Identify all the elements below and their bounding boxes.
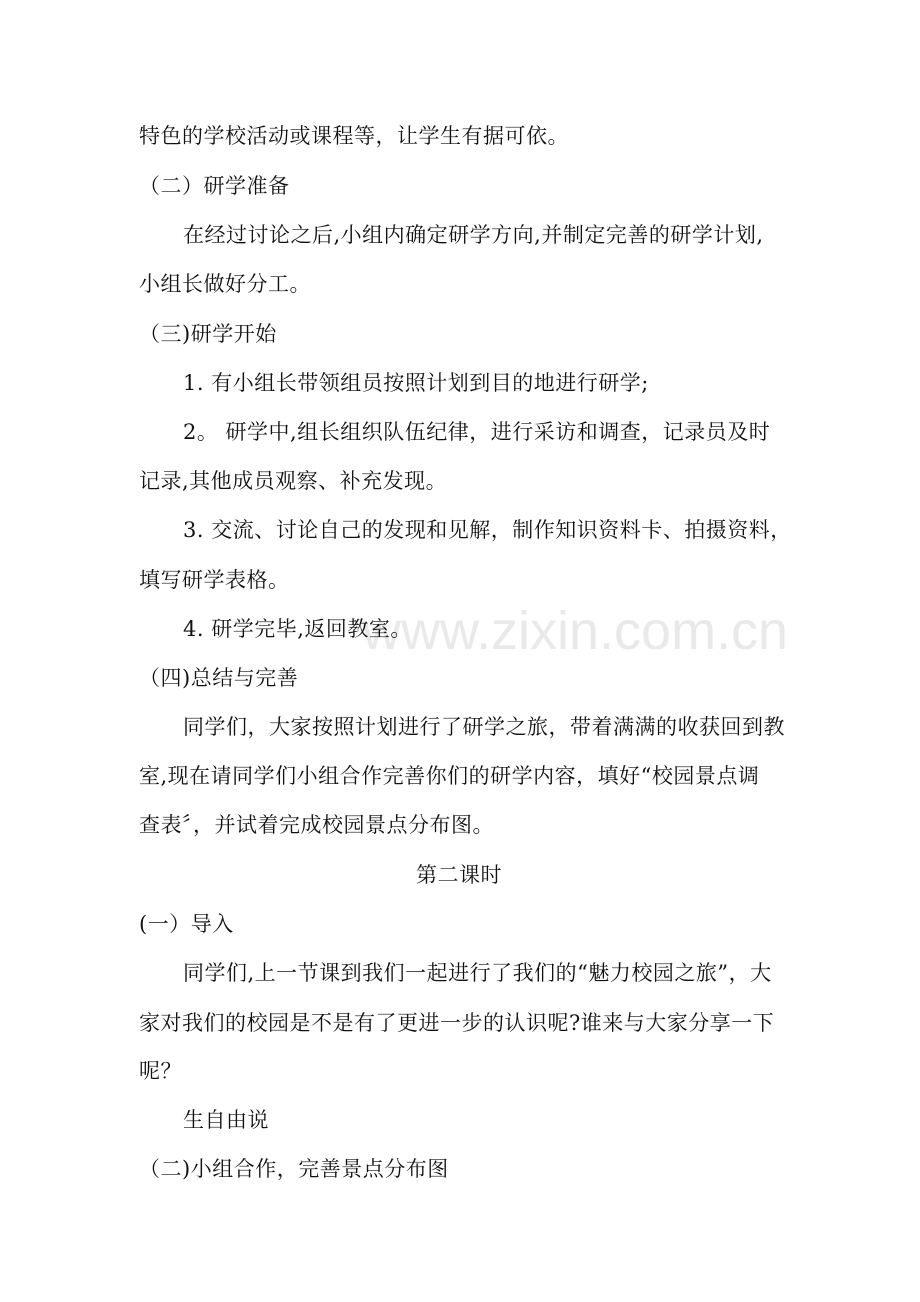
text-line: 填写研学表格。 (139, 568, 290, 592)
section-heading: （三)研学开始 (139, 322, 277, 346)
list-item: 1. 有小组长带领组员按照计划到目的地进行研学; (183, 371, 649, 395)
section-heading: (一）导入 (139, 912, 234, 936)
text-line: 记录,其他成员观察、补充发现。 (139, 469, 448, 493)
text-line: 在经过讨论之后,小组内确定研学方向,并制定完善的研学计划, (183, 223, 764, 247)
text-line: 同学们，大家按照计划进行了研学之旅，带着满满的收获回到教 (183, 715, 785, 739)
lesson-title: 第二课时 (416, 863, 502, 887)
text-line: 家对我们的校园是不是有了更进一步的认识呢?谁来与大家分享一下 (139, 1011, 775, 1035)
section-heading: （二）研学准备 (139, 174, 290, 198)
text-line: 查表〞，并试着完成校园景点分布图。 (139, 813, 494, 837)
text-line: 特色的学校活动或课程等，让学生有据可依。 (139, 124, 569, 148)
text-line: 同学们,上一节课到我们一起进行了我们的“魅力校园之旅”，大 (183, 961, 772, 985)
list-item: 4. 研学完毕,返回教室。 (183, 617, 412, 641)
text-line: 生自由说 (183, 1108, 269, 1132)
text-line: 呢？ (139, 1059, 182, 1083)
text-line: 小组长做好分工。 (139, 272, 311, 296)
list-item: 3. 交流、讨论自己的发现和见解，制作知识资料卡、拍摄资料， (183, 518, 792, 542)
section-heading: （四)总结与完善 (139, 666, 299, 690)
list-item: 2。 研学中,组长组织队伍纪律，进行采访和调查，记录员及时 (183, 420, 771, 444)
text-line: 室,现在请同学们小组合作完善你们的研学内容，填好“校园景点调 (139, 764, 760, 788)
section-heading: （二)小组合作，完善景点分布图 (139, 1157, 449, 1181)
watermark: www.zixin.com.cn (362, 601, 789, 661)
